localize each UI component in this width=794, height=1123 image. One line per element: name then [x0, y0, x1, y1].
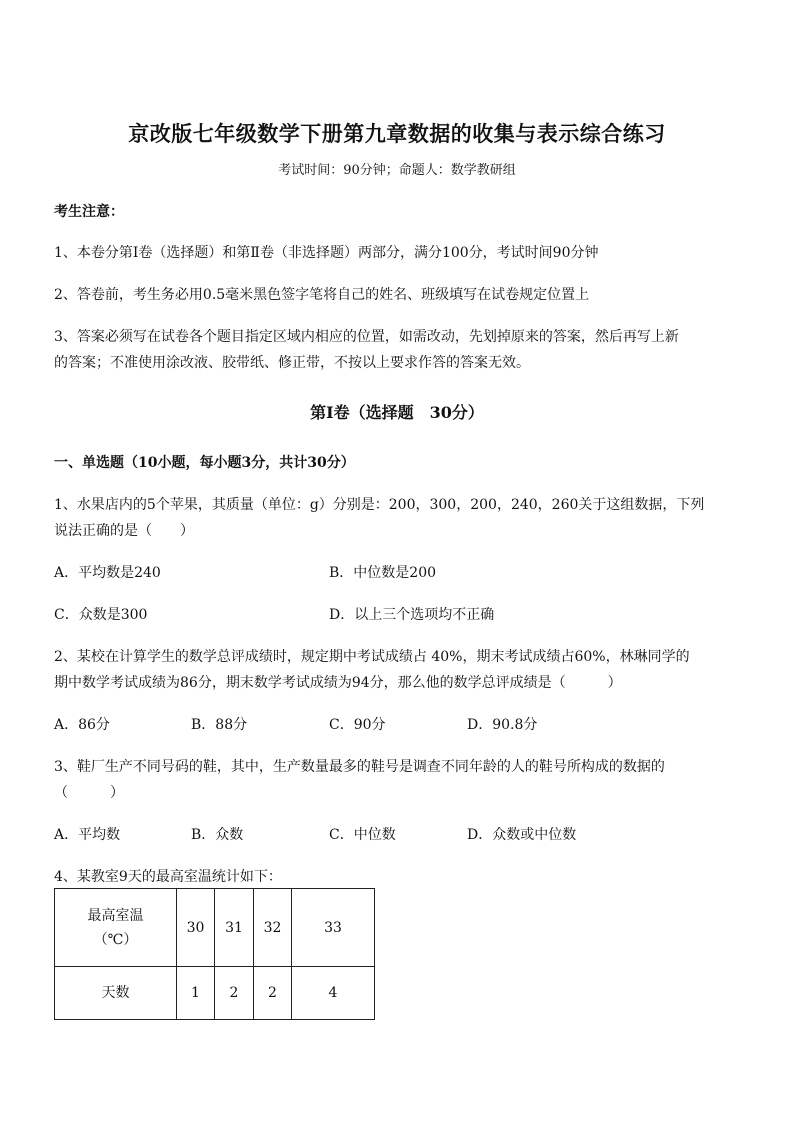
table-cell: 31 [215, 889, 254, 967]
question-3-option-c[interactable]: C．中位数 [329, 827, 396, 843]
part-title: 一、单选题（10小题，每小题3分，共计30分） [54, 455, 355, 471]
table-cell: 33 [292, 889, 375, 967]
question-1-option-c[interactable]: C．众数是300 [54, 607, 148, 623]
exam-info: 考试时间：90分钟；命题人：数学教研组 [278, 163, 516, 178]
temperature-table [54, 888, 375, 1020]
question-1-option-b[interactable]: B．中位数是200 [329, 565, 437, 581]
table-cell: 30 [177, 889, 215, 967]
question-4-stem: 4、某教室9天的最高室温统计如下： [54, 869, 282, 885]
question-3-option-a[interactable]: A．平均数 [54, 827, 121, 843]
row-header-unit: （℃） [93, 931, 138, 948]
question-2-stem: 2、某校在计算学生的数学总评成绩时，规定期中考试成绩占 40%，期末考试成绩占60%，林琳同学的 [54, 649, 690, 665]
table-row [55, 967, 375, 1020]
section-title: 第Ⅰ卷（选择题 30分） [310, 403, 484, 422]
notice-item-continued: 的答案；不准使用涂改液、胶带纸、修正带，不按以上要求作答的答案无效。 [54, 355, 530, 371]
question-1-option-d[interactable]: D．以上三个选项均不正确 [329, 607, 495, 623]
question-2-option-d[interactable]: D．90.8分 [467, 717, 538, 733]
question-2-option-c[interactable]: C．90分 [329, 717, 386, 733]
question-1-stem: 1、水果店内的5个苹果，其质量（单位：g）分别是：200，300，200，240，260关于这组数据，下列 [54, 497, 705, 513]
question-1-option-a[interactable]: A．平均数是240 [54, 565, 161, 581]
table-cell: 4 [292, 967, 375, 1020]
question-3-option-d[interactable]: D．众数或中位数 [467, 827, 577, 843]
table-cell: 2 [254, 967, 292, 1020]
notice-item: 3、答案必须写在试卷各个题目指定区域内相应的位置，如需改动，先划掉原来的答案，然后再写上新 [54, 329, 679, 345]
question-3-stem-continued: （ ） [54, 785, 124, 801]
notice-item: 1、本卷分第Ⅰ卷（选择题）和第Ⅱ卷（非选择题）两部分，满分100分，考试时间90分钟 [54, 245, 599, 261]
question-2-option-a[interactable]: A．86分 [54, 717, 110, 733]
table-row [55, 889, 375, 967]
question-1-stem-continued: 说法正确的是（ ） [54, 523, 194, 539]
question-3-stem: 3、鞋厂生产不同号码的鞋，其中，生产数量最多的鞋号是调查不同年龄的人的鞋号所构成的数据的 [54, 759, 665, 775]
table-row-header [55, 889, 177, 967]
table-cell: 2 [215, 967, 254, 1020]
question-2-option-b[interactable]: B．88分 [191, 717, 248, 733]
row-header-line: 最高室温 [87, 907, 144, 924]
question-3-option-b[interactable]: B．众数 [191, 827, 244, 843]
table-row-header: 天数 [55, 967, 177, 1020]
notice-heading: 考生注意： [54, 204, 124, 220]
table-cell: 1 [177, 967, 215, 1020]
notice-item: 2、答卷前，考生务必用0.5毫米黑色签字笔将自己的姓名、班级填写在试卷规定位置上 [54, 287, 590, 303]
question-2-stem-continued: 期中数学考试成绩为86分，期末数学考试成绩为94分，那么他的数学总评成绩是（ ） [54, 675, 622, 691]
page-title: 京改版七年级数学下册第九章数据的收集与表示综合练习 [128, 121, 666, 146]
table-cell: 32 [254, 889, 292, 967]
